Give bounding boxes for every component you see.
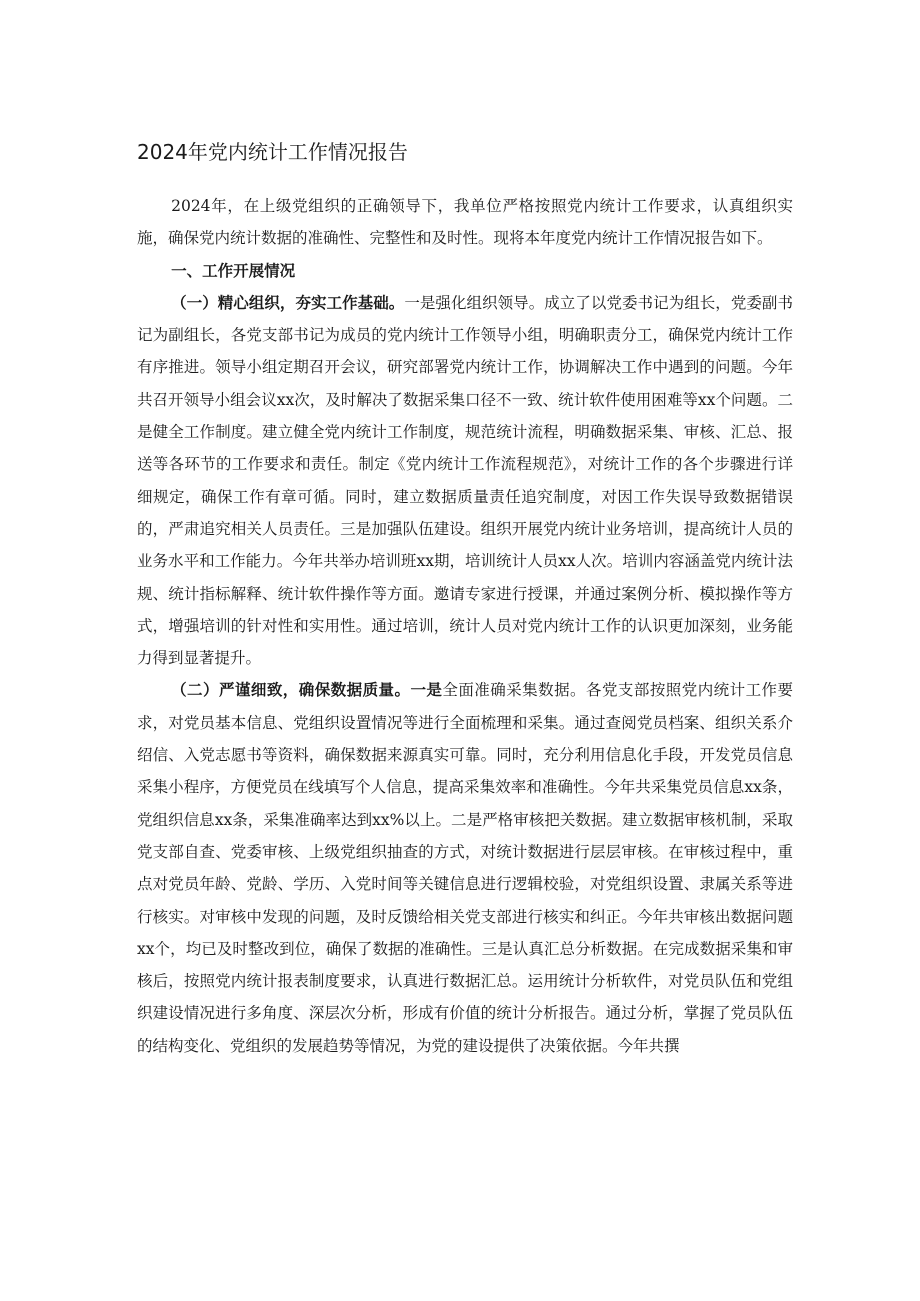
subsection-1-lead: （一）精心组织，夯实工作基础。	[171, 293, 405, 312]
subsection-1-paragraph	[137, 287, 793, 675]
subsection-2-paragraph	[137, 674, 793, 1062]
section-heading-work-progress: 一、工作开展情况	[171, 261, 296, 280]
subsection-1-body: 一是强化组织领导。成立了以党委书记为组长，党委副书记为副组长，各党支部书记为成员的党内统计工作领导小组，明确职责分工，确保党内统计工作有序推进。领导小组定期召开会议，研究部署党内统计工作，协调解决工作中遇到的问题。今年共召开领导小组会议xx次，及时解决了数据采集口径不一致、统计软件使用困难等xx个问题。二是健全工作制度。建立健全党内统计工作制度，规范统计流程，明确数据采集、审核、汇总、报送等各环节的工作要求和责任。制定《党内统计工作流程规范》，对统计工作的各个步骤进行详细规定，确保工作有章可循。同时，建立数据质量责任追究制度，对因工作失误导致数据错误的，严肃追究相关人员责任。三是加强队伍建设。组织开展党内统计业务培训，提高统计人员的业务水平和工作能力。今年共举办培训班xx期，培训统计人员xx人次。培训内容涵盖党内统计法规、统计指标解释、统计软件操作等方面。邀请专家进行授课，并通过案例分析、模拟操作等方式，增强培训的针对性和实用性。通过培训，统计人员对党内统计工作的认识更加深刻，业务能力得到显著提升。	[137, 293, 793, 668]
document-title: 2024年党内统计工作情况报告	[137, 140, 408, 164]
subsection-2-lead: （二）严谨细致，确保数据质量。一是	[171, 681, 443, 700]
intro-paragraph: 2024年，在上级党组织的正确领导下，我单位严格按照党内统计工作要求，认真组织实施，确保党内统计数据的准确性、完整性和及时性。现将本年度党内统计工作情况报告如下。	[137, 197, 793, 248]
subsection-2-body: 全面准确采集数据。各党支部按照党内统计工作要求，对党员基本信息、党组织设置情况等进行全面梳理和采集。通过查阅党员档案、组织关系介绍信、入党志愿书等资料，确保数据来源真实可靠。同时，充分利用信息化手段，开发党员信息采集小程序，方便党员在线填写个人信息，提高采集效率和准确性。今年共采集党员信息xx条，党组织信息xx条，采集准确率达到xx%以上。二是严格审核把关数据。建立数据审核机制，采取党支部自查、党委审核、上级党组织抽查的方式，对统计数据进行层层审核。在审核过程中，重点对党员年龄、党龄、学历、入党时间等关键信息进行逻辑校验，对党组织设置、隶属关系等进行核实。对审核中发现的问题，及时反馈给相关党支部进行核实和纠正。今年共审核出数据问题xx个，均已及时整改到位，确保了数据的准确性。三是认真汇总分析数据。在完成数据采集和审核后，按照党内统计报表制度要求，认真进行数据汇总。运用统计分析软件，对党员队伍和党组织建设情况进行多角度、深层次分析，形成有价值的统计分析报告。通过分析，掌握了党员队伍的结构变化、党组织的发展趋势等情况，为党的建设提供了决策依据。今年共撰	[137, 681, 793, 1055]
document-body	[137, 190, 793, 1062]
